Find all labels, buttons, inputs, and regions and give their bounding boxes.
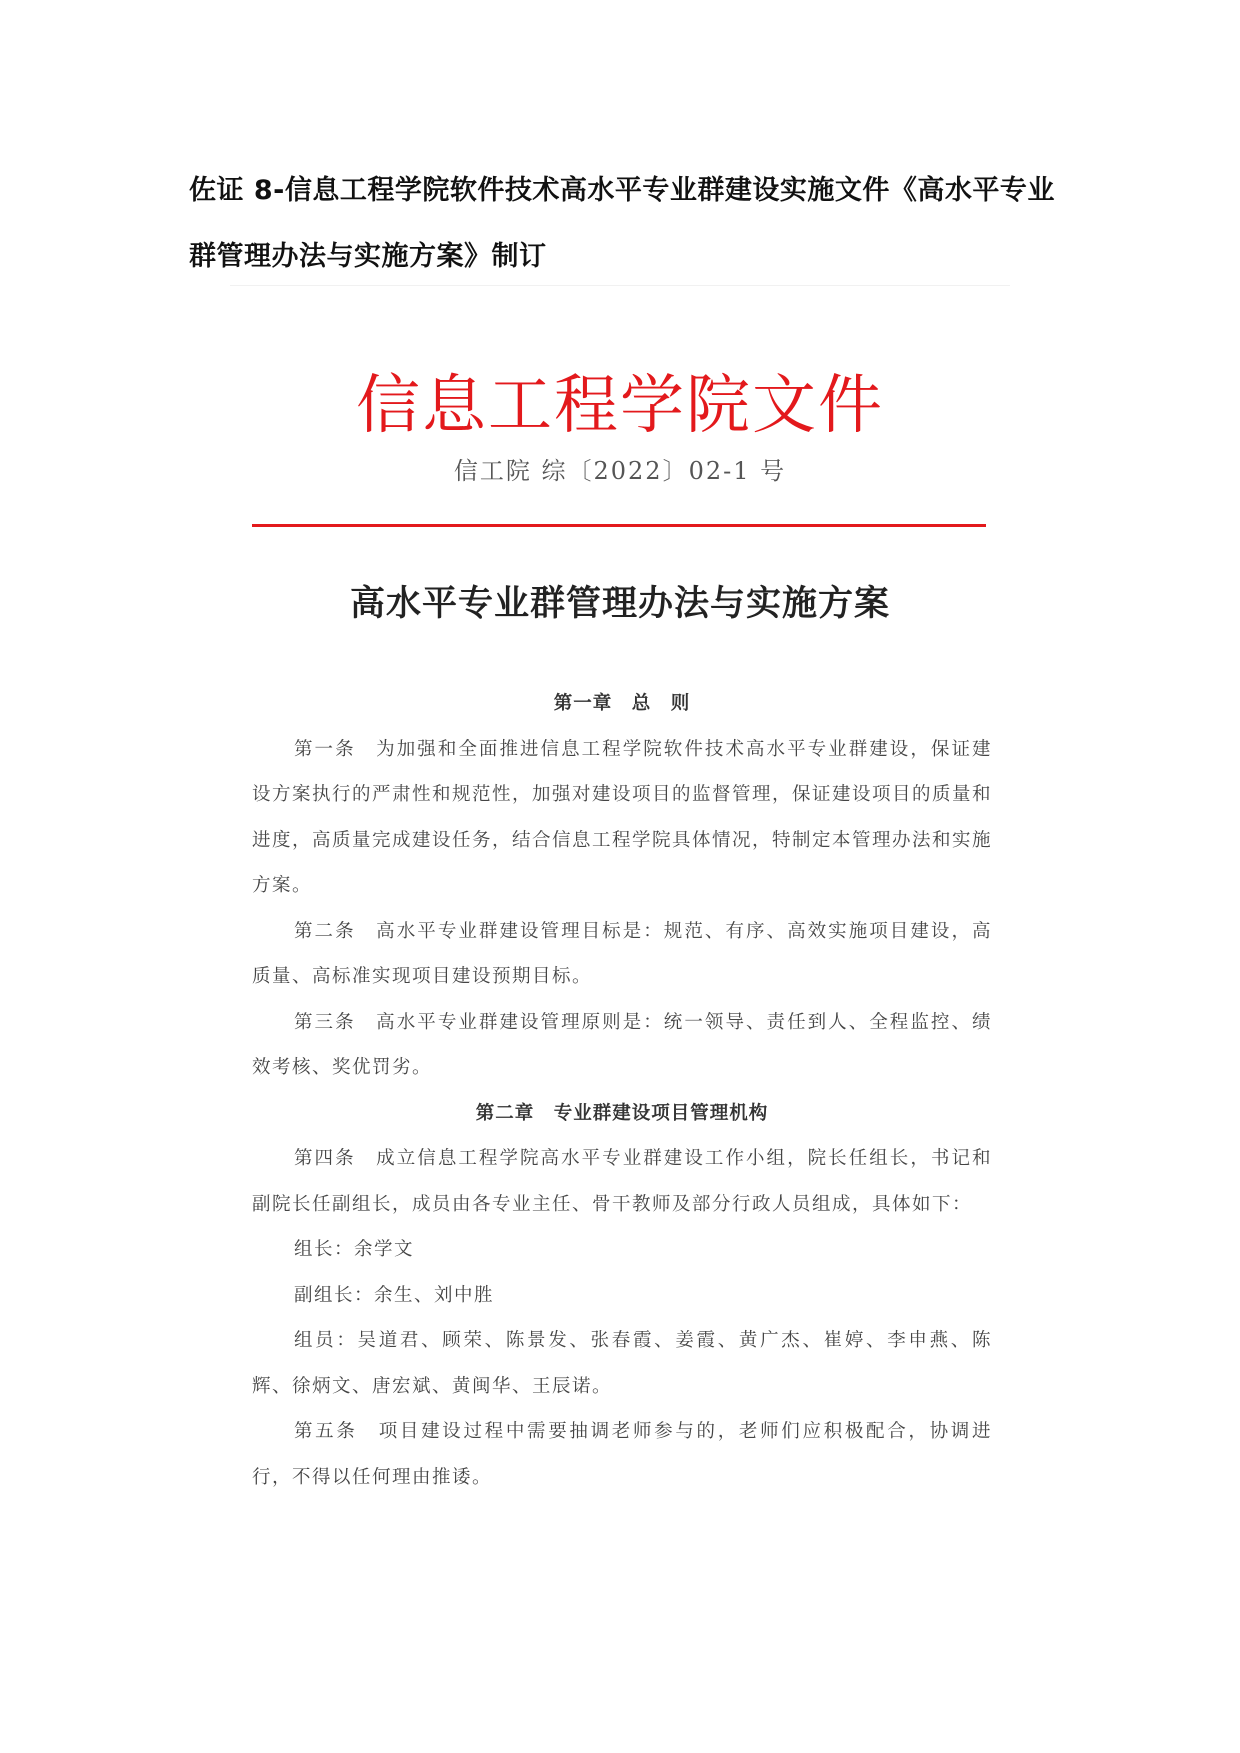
document-number: 信工院 综〔2022〕02-1 号	[453, 457, 787, 485]
document-title: 高水平专业群管理办法与实施方案	[349, 584, 890, 624]
evidence-caption: 佐证 8-信息工程学院软件技术高水平专业群建设实施文件《高水平专业群管理办法与实施方案》制订	[189, 175, 1055, 272]
document-header: 信息工程学院文件	[356, 369, 884, 443]
group-leader: 组长：余学文	[294, 1239, 415, 1260]
scanned-document	[230, 285, 1010, 1551]
article-5: 第五条 项目建设过程中需要抽调老师参与的，老师们应积极配合，协调进行，不得以任何理由推诿。	[252, 1421, 992, 1488]
article-3: 第三条 高水平专业群建设管理原则是：统一领导、责任到人、全程监控、绩效考核、奖优罚劣。	[252, 1011, 992, 1078]
article-2: 第二条 高水平专业群建设管理目标是：规范、有序、高效实施项目建设，高质量、高标准实现项目建设预期目标。	[252, 920, 992, 987]
group-members: 组员：吴道君、顾荣、陈景发、张春霞、姜霞、黄广杰、崔婷、李申燕、陈辉、徐炳文、唐宏斌、黄闽华、王辰诺。	[252, 1330, 992, 1397]
article-4: 第四条 成立信息工程学院高水平专业群建设工作小组，院长任组长，书记和副院长任副组长，成员由各专业主任、骨干教师及部分行政人员组成，具体如下：	[252, 1148, 992, 1215]
chapter-heading-1: 第一章 总 则	[553, 693, 691, 714]
chapter-heading-2: 第二章 专业群建设项目管理机构	[475, 1102, 769, 1124]
red-divider	[252, 524, 986, 527]
document-body	[252, 681, 992, 1500]
group-vice-leader: 副组长：余生、刘中胜	[294, 1284, 495, 1306]
article-1: 第一条 为加强和全面推进信息工程学院软件技术高水平专业群建设，保证建设方案执行的严肃性和规范性，加强对建设项目的监督管理，保证建设项目的质量和进度，高质量完成建设任务，结合信息工程学院具体情况，特制定本管理办法和实施方案。	[252, 738, 993, 896]
